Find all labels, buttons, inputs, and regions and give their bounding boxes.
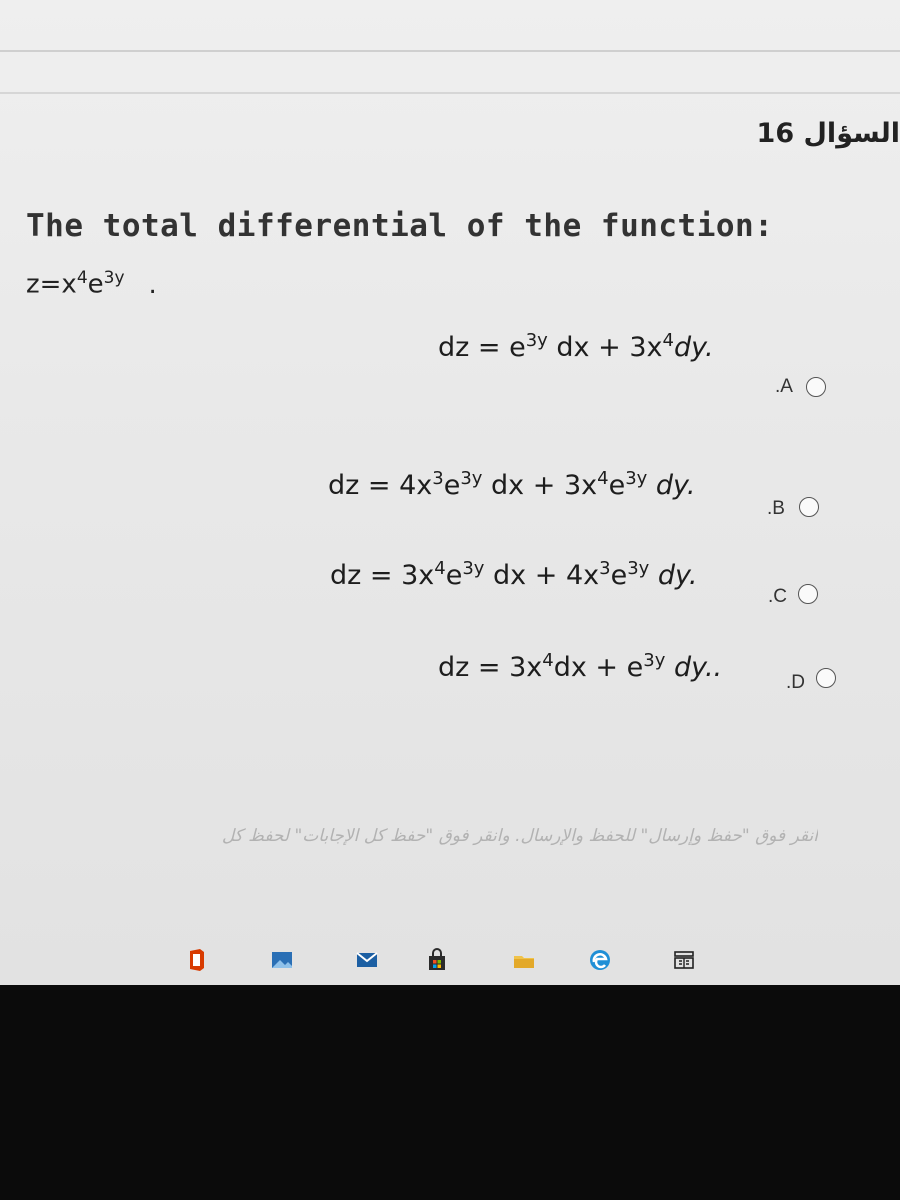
option-a-formula: dz = $e^{3y}$ dx + $3x^4dy$. bbox=[438, 330, 714, 363]
mail-icon[interactable] bbox=[355, 948, 379, 972]
option-d-radio[interactable] bbox=[816, 668, 836, 688]
monitor-bezel bbox=[0, 985, 900, 1200]
edge-icon[interactable] bbox=[588, 948, 612, 972]
save-instructions: انقر فوق "حفظ وإرسال" للحفظ والإرسال. وانقر فوق "حفظ كل الإجابات" لحفظ كل bbox=[221, 826, 818, 846]
option-d-formula: dz = $3x^4dx + e^{3y}$ dy.. bbox=[438, 650, 723, 683]
option-a-label: .A bbox=[775, 376, 793, 397]
file-explorer-icon[interactable] bbox=[512, 948, 536, 972]
option-c-formula: dz = $3x^4e^{3y}$ dx + $4x^3e^{3y}$ dy. bbox=[330, 558, 698, 591]
divider bbox=[0, 50, 900, 52]
question-text: The total differential of the function: bbox=[26, 208, 774, 244]
taskbar bbox=[0, 930, 900, 986]
divider bbox=[0, 92, 900, 94]
function-expression: $z=x^4e^{3y}$ . bbox=[26, 268, 157, 300]
photos-icon[interactable] bbox=[270, 948, 294, 972]
task-view-icon[interactable] bbox=[672, 948, 696, 972]
option-b-formula: dz = $4x^3e^{3y}$ dx + $3x^4e^{3y}$ dy. bbox=[328, 468, 696, 501]
office-icon[interactable] bbox=[184, 948, 208, 972]
store-icon[interactable] bbox=[425, 948, 449, 972]
option-d-label: .D bbox=[786, 672, 805, 693]
option-a-radio[interactable] bbox=[806, 377, 826, 397]
option-c-label: .C bbox=[768, 586, 787, 607]
option-c-radio[interactable] bbox=[798, 584, 818, 604]
option-b-label: .B bbox=[767, 498, 785, 519]
question-number: السؤال 16 bbox=[756, 118, 900, 149]
option-b-radio[interactable] bbox=[799, 497, 819, 517]
